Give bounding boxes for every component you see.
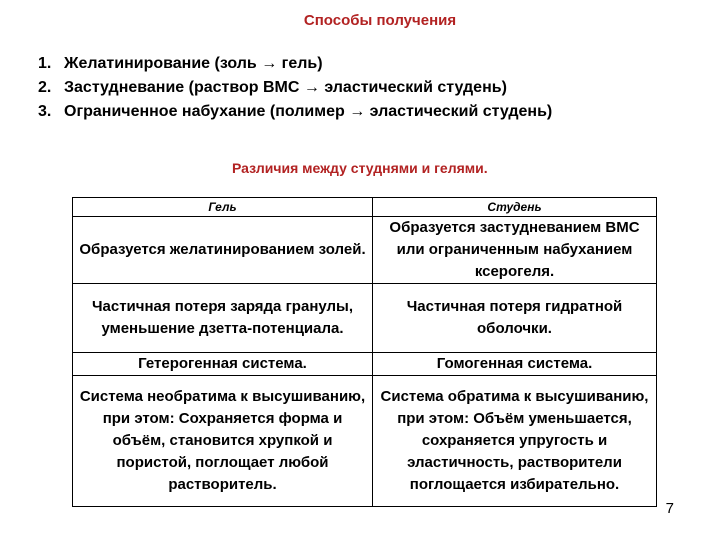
table-cell: Образуется застудневанием ВМС или ограниченным набуханием ксерогеля. bbox=[373, 217, 657, 284]
table-cell: Гомогенная система. bbox=[373, 353, 657, 376]
table-row bbox=[73, 376, 657, 507]
list-item-text: Желатинирование (золь → гель) bbox=[64, 55, 323, 72]
page-title: Способы получения bbox=[303, 12, 457, 29]
table-cell: Образуется желатинированием золей. bbox=[73, 217, 373, 284]
page-number: 7 bbox=[665, 500, 674, 517]
list-item bbox=[38, 76, 552, 100]
table-cell: Гетерогенная система. bbox=[73, 353, 373, 376]
column-header-gel: Гель bbox=[73, 198, 373, 217]
list-item-text: Застудневание (раствор ВМС → эластический студень) bbox=[64, 79, 507, 96]
table-cell: Система обратима к высушиванию, при этом: Объём уменьшается, сохраняется упругость и эластичность, растворители поглощается избирательно. bbox=[373, 376, 657, 507]
list-item bbox=[38, 100, 552, 124]
column-header-studen: Студень bbox=[373, 198, 657, 217]
table-cell: Частичная потеря заряда гранулы, уменьшение дзетта-потенциала. bbox=[73, 284, 373, 353]
list-item-number: 3. bbox=[38, 103, 52, 120]
list-item-number: 2. bbox=[38, 79, 52, 96]
comparison-table bbox=[72, 197, 657, 507]
table-row bbox=[73, 353, 657, 376]
list-item-number: 1. bbox=[38, 55, 52, 72]
list-item bbox=[38, 52, 552, 76]
section-subtitle: Различия между студнями и гелями. bbox=[232, 160, 488, 176]
table-header-row bbox=[73, 198, 657, 217]
table-cell: Система необратима к высушиванию, при этом: Сохраняется форма и объём, становится хрупкой и пористой, поглощает любой растворитель. bbox=[73, 376, 373, 507]
table-row bbox=[73, 217, 657, 284]
table-row bbox=[73, 284, 657, 353]
methods-list bbox=[38, 52, 552, 124]
table-cell: Частичная потеря гидратной оболочки. bbox=[373, 284, 657, 353]
list-item-text: Ограниченное набухание (полимер → эластический студень) bbox=[64, 103, 553, 120]
